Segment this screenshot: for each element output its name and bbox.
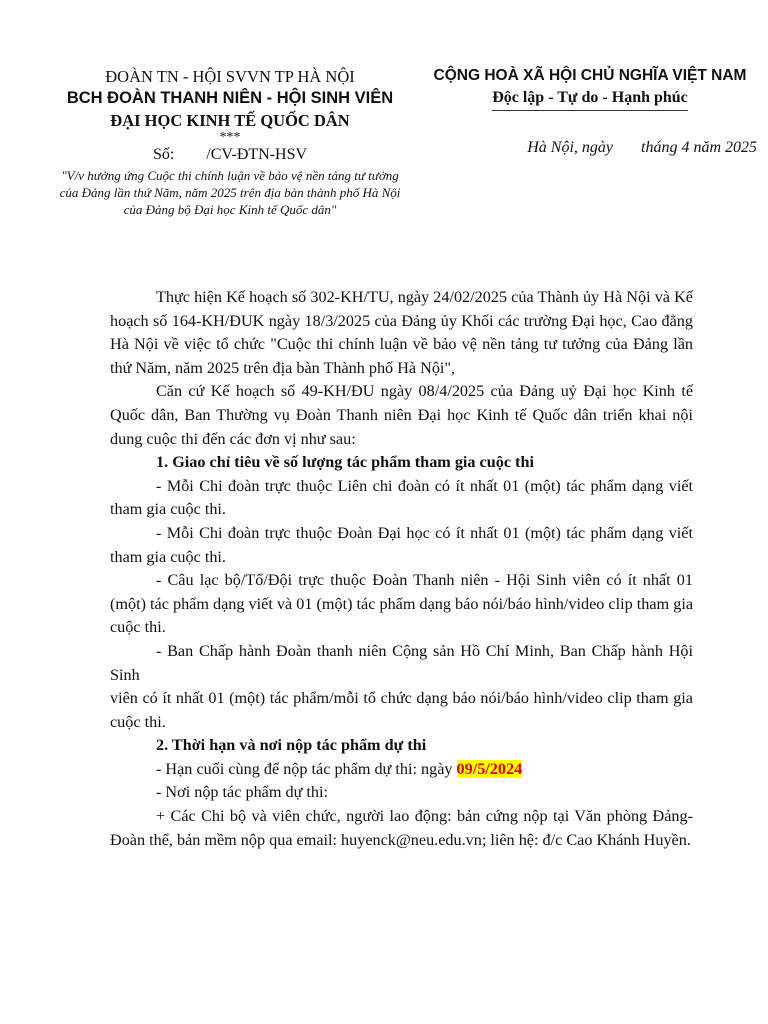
intro-paragraph: Thực hiện Kế hoạch số 302-KH/TU, ngày 24/02/2025 của Thành ủy Hà Nội và Kế hoạch số 164-KH/ĐUK ngày 18/3/2025 của Đảng ủy Khối các trường Đại học, Cao đẳng Hà Nội về việc tổ chức "Cuộc thi chính luận về bảo vệ nền tảng tư tưởng của Đảng lần thứ Năm, năm 2025 trên địa bàn Thành phố Hà Nội",: [110, 288, 693, 377]
document-body: [110, 286, 693, 852]
national-header: [420, 66, 760, 158]
submission-place: - Nơi nộp tác phẩm dự thi:: [156, 783, 328, 802]
section-heading-deadline: 2. Thời hạn và nơi nộp tác phẩm dự thi: [156, 736, 427, 755]
document-subject: "V/v hưởng ứng Cuộc thi chính luận về bảo vệ nền tảng tư tưởng của Đảng lần thứ Năm, năm 2025 trên địa bàn thành phố Hà Nội của Đảng bộ Đại học Kinh tế Quốc dân": [59, 168, 401, 217]
issuing-committee: BCH ĐOÀN THANH NIÊN - HỘI SINH VIÊN: [66, 89, 394, 107]
issuer-header: [52, 66, 408, 218]
national-motto: Độc lập - Tự do - Hạnh phúc: [492, 88, 688, 111]
deadline-line: [110, 758, 693, 782]
list-item: - Mỗi Chi đoàn trực thuộc Đoàn Đại học có ít nhất 01 (một) tác phẩm dạng viết tham gia cuộc thi.: [110, 523, 693, 566]
list-item-continuation: viên có ít nhất 01 (một) tác phẩm/mỗi tổ chức dạng báo nói/báo hình/video clip tham gia cuộc thi.: [110, 689, 693, 731]
parent-organization: ĐOÀN TN - HỘI SVVN TP HÀ NỘI: [105, 67, 355, 86]
separator-stars: ***: [219, 130, 241, 145]
submission-detail: + Các Chi bộ và viên chức, người lao động: bản cứng nộp tại Văn phòng Đảng- Đoàn thể, bản mềm nộp qua email: huyenck@neu.edu.vn; liên hệ: đ/c Cao Khánh Huyền.: [110, 807, 693, 849]
university-name: ĐẠI HỌC KINH TẾ QUỐC DÂN: [110, 111, 350, 130]
basis-paragraph: Căn cứ Kế hoạch số 49-KH/ĐU ngày 08/4/2025 của Đảng uỷ Đại học Kinh tế Quốc dân, Ban Thường vụ Đoàn Thanh niên Đại học Kinh tế Quốc dân triển khai nội dung cuộc thi đến các đơn vị như sau:: [110, 382, 693, 448]
place-and-date: Hà Nội, ngày tháng 4 năm 2025: [527, 139, 757, 156]
document-number: Số: /CV-ĐTN-HSV: [152, 146, 308, 163]
list-item: - Ban Chấp hành Đoàn thanh niên Cộng sản Hồ Chí Minh, Ban Chấp hành Hội Sinh: [110, 641, 693, 684]
list-item: - Mỗi Chi đoàn trực thuộc Liên chi đoàn có ít nhất 01 (một) tác phẩm dạng viết tham gia cuộc thi.: [110, 476, 693, 519]
deadline-date: 09/5/2024: [456, 759, 523, 778]
section-heading-quota: 1. Giao chỉ tiêu về số lượng tác phẩm tham gia cuộc thi: [156, 453, 534, 472]
deadline-label: - Hạn cuối cùng để nộp tác phẩm dự thi: ngày: [156, 759, 457, 778]
national-title: CỘNG HOÀ XÃ HỘI CHỦ NGHĨA VIỆT NAM: [433, 67, 747, 84]
list-item: - Câu lạc bộ/Tổ/Đội trực thuộc Đoàn Thanh niên - Hội Sinh viên có ít nhất 01 (một) tác phẩm dạng viết và 01 (một) tác phẩm dạng báo nói/báo hình/video clip tham gia cuộc thi.: [110, 571, 693, 637]
